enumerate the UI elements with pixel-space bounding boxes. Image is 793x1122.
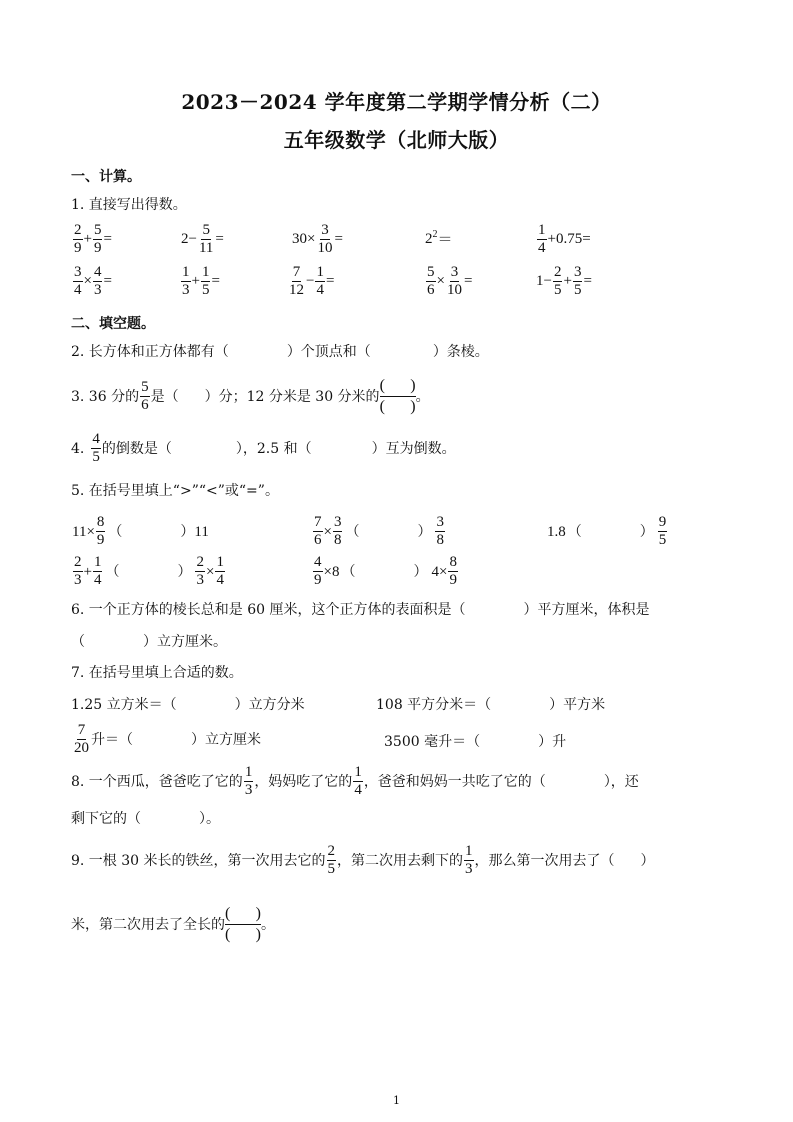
page-subtitle: 五年级数学（北师大版）: [283, 128, 510, 152]
conversion-item-3: $\frac{7}{20}$ 升＝（ ）立方厘米: [74, 722, 261, 756]
question-9-line-2: 米，第二次用去了全长的 ( ) ( ) 。: [71, 905, 275, 943]
calc-item-7: $\frac{1}{3}$ + $\frac{1}{5}$ =: [182, 264, 220, 298]
section-heading-calc: 一、计算。: [71, 169, 141, 185]
calc-item-8: $\frac{7}{12}$ − $\frac{1}{4}$ =: [289, 264, 335, 298]
page-number: 1: [393, 1094, 400, 1107]
compare-item-2: $\frac{7}{6}$ × $\frac{3}{8}$ （ ） $\frac{3}{8}$: [314, 514, 444, 548]
question-6-line-2: （ ）立方厘米。: [71, 634, 227, 650]
calc-item-9: $\frac{5}{6}$ × $\frac{3}{10}$ =: [427, 264, 473, 298]
compare-item-3: 1.8 （ ） $\frac{9}{5}$: [547, 514, 667, 548]
question-3: 3. 36 分的 $\frac{5}{6}$ 是（ ）分；12 分米是 30 分米的 ( ) ( ) 。: [71, 377, 430, 415]
question-9-line-1: 9. 一根 30 米长的铁丝，第一次用去它的 $\frac{2}{5}$ ，第二次用去剩下的 $\frac{1}{3}$ ，那么第一次用去了（ ）: [71, 843, 655, 877]
question-6-line-1: 6. 一个正方体的棱长总和是 60 厘米，这个正方体的表面积是（ ）平方厘米，体积是: [71, 602, 650, 618]
conversion-item-2: 108 平方分米＝（ ）平方米: [376, 697, 606, 713]
calc-item-5: $\frac{1}{4}$ + 0.75 =: [538, 222, 591, 256]
section-heading-fill: 二、填空题。: [71, 316, 155, 332]
question-7-prompt: 7. 在括号里填上合适的数。: [71, 665, 243, 681]
calc-item-4: $2^2$ ＝: [425, 229, 453, 248]
page-title: 2023－2024 学年度第二学期学情分析（二）: [181, 90, 612, 114]
question-2: 2. 长方体和正方体都有（ ）个顶点和（ ）条棱。: [71, 344, 489, 360]
compare-item-5: $\frac{4}{9}$ ×8 （ ） 4× $\frac{8}{9}$: [314, 554, 457, 588]
calc-item-2: 2 − $\frac{5}{11}$ =: [181, 222, 224, 256]
answer-fraction-blank[interactable]: ( ) ( ): [225, 905, 261, 943]
question-1-prompt: 1. 直接写出得数。: [71, 197, 187, 213]
conversion-item-4: 3500 毫升＝（ ）升: [384, 734, 567, 750]
calc-item-6: $\frac{3}{4}$ × $\frac{4}{3}$ =: [74, 264, 112, 298]
compare-item-4: $\frac{2}{3}$ + $\frac{1}{4}$ （ ） $\frac{2}{3}$ × $\frac{1}{4}$: [74, 554, 224, 588]
question-5-prompt: 5. 在括号里填上“>”“<”或“=”。: [71, 483, 279, 499]
conversion-item-1: 1.25 立方米＝（ ）立方分米: [71, 697, 305, 713]
question-8-line-2: 剩下它的（ ）。: [71, 811, 220, 827]
answer-fraction-blank[interactable]: ( ) ( ): [379, 377, 416, 415]
calc-item-1: $\frac{2}{9}$ + $\frac{5}{9}$ =: [74, 222, 112, 256]
calc-item-3: 30 × $\frac{3}{10}$ =: [292, 222, 343, 256]
question-8-line-1: 8. 一个西瓜，爸爸吃了它的 $\frac{1}{3}$ ，妈妈吃了它的 $\frac{1}{4}$ ，爸爸和妈妈一共吃了它的（ ），还: [71, 764, 639, 798]
calc-item-10: 1 − $\frac{2}{5}$ + $\frac{3}{5}$ =: [536, 264, 592, 298]
compare-item-1: 11× $\frac{8}{9}$ （ ） 11: [72, 514, 209, 548]
question-4: 4. $\frac{4}{5}$ 的倒数是（ ），2.5 和（ ）互为倒数。: [71, 431, 456, 465]
